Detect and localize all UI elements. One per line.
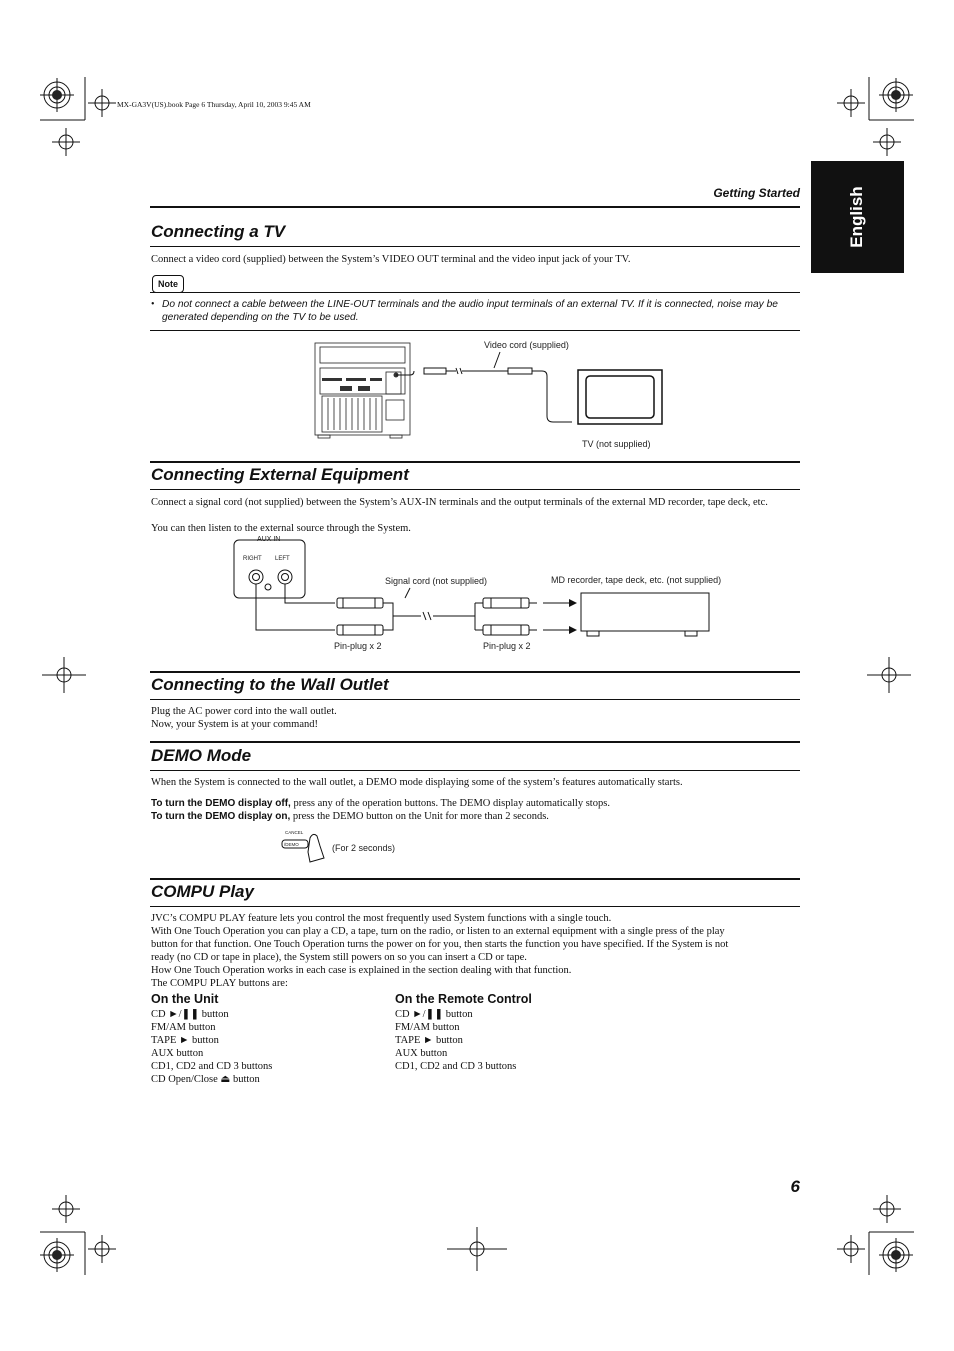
section-title-external: Connecting External Equipment — [151, 465, 409, 484]
running-header: Getting Started — [713, 186, 800, 200]
compu-line: button for that function. One Touch Operation turns the power on for you, then starts the function you have specified. If the System is not — [151, 939, 729, 950]
tv-set — [578, 370, 662, 424]
list-item: CD1, CD2 and CD 3 buttons — [151, 1061, 273, 1072]
aux-in-panel — [234, 540, 305, 598]
pin-plug-label-2: Pin-plug x 2 — [483, 641, 531, 651]
section-rule — [150, 206, 800, 208]
wall-line-1: Plug the AC power cord into the wall outlet. — [151, 706, 337, 717]
section-title-wall: Connecting to the Wall Outlet — [151, 675, 389, 694]
demo-off-text: press any of the operation buttons. The DEMO display automatically stops. — [290, 798, 610, 809]
demo-body: When the System is connected to the wall outlet, a DEMO mode displaying some of the system’s features automatically starts. — [151, 777, 683, 788]
note-rule — [150, 330, 800, 331]
list-item: AUX button — [151, 1048, 204, 1059]
page-number: 6 — [790, 1177, 800, 1196]
wall-line-2: Now, your System is at your command! — [151, 719, 319, 730]
tv-body: Connect a video cord (supplied) between the System’s VIDEO OUT terminal and the video input jack of your TV. — [151, 254, 631, 265]
tv-note: Do not connect a cable between the LINE-OUT terminals and the audio input terminals of an external TV. If it is connected, noise may be generated depending on the TV to be used. — [162, 299, 778, 323]
language-tab — [811, 161, 904, 273]
aux-left-label: LEFT — [275, 556, 290, 562]
md-recorder-label: MD recorder, tape deck, etc. (not supplied) — [551, 575, 722, 585]
demo-on-label: To turn the DEMO display on, — [151, 811, 291, 822]
compu-line: ready (no CD or tape in place), the System still powers on so you can insert a CD or tape. — [151, 952, 527, 963]
print-header: MX-GA3V(US).book Page 6 Thursday, April 10, 2003 9:45 AM — [117, 100, 311, 109]
list-item: FM/AM button — [395, 1022, 460, 1033]
external-connection-diagram — [225, 535, 725, 650]
demo-button-top-label: CANCEL — [285, 830, 304, 835]
video-cord — [396, 352, 572, 422]
unit-heading: On the Unit — [151, 992, 219, 1006]
section-title-compu: COMPU Play — [151, 882, 254, 901]
section-rule — [150, 906, 800, 907]
tv-label: TV (not supplied) — [582, 439, 651, 449]
section-rule — [150, 461, 800, 463]
signal-cord-label: Signal cord (not supplied) — [385, 576, 488, 586]
note-bullet: • — [151, 299, 155, 310]
external-body-2: You can then listen to the external source through the System. — [151, 523, 411, 534]
remote-heading: On the Remote Control — [395, 992, 532, 1006]
note-label: Note — [158, 279, 178, 289]
note-rule — [150, 292, 800, 293]
demo-button-bottom-label: /DEMO — [284, 842, 299, 847]
list-item: AUX button — [395, 1048, 448, 1059]
section-title-demo: DEMO Mode — [151, 746, 252, 765]
section-rule — [150, 770, 800, 771]
signal-cords — [256, 584, 569, 635]
note-badge — [152, 275, 184, 293]
unit-button-list — [151, 1008, 272, 1086]
compu-line: JVC’s COMPU PLAY feature lets you control the most frequently used System functions with a single touch. — [151, 913, 612, 924]
remote-button-list — [395, 1008, 516, 1073]
demo-seconds-label: (For 2 seconds) — [332, 843, 396, 853]
list-item: CD ►/❚❚ button — [151, 1009, 229, 1020]
pin-plug-label-1: Pin-plug x 2 — [334, 641, 382, 651]
section-rule — [150, 741, 800, 743]
demo-on-line — [151, 810, 549, 823]
list-item: TAPE ► button — [151, 1035, 219, 1046]
compu-line: With One Touch Operation you can play a CD, a tape, turn on the radio, or listen to an external equipment with a single press of the play — [151, 926, 725, 937]
external-body-1: Connect a signal cord (not supplied) between the System’s AUX-IN terminals and the output terminals of the external MD recorder, tape deck, etc. — [151, 497, 768, 508]
list-item: CD ►/❚❚ button — [395, 1009, 473, 1020]
demo-on-text: press the DEMO button on the Unit for more than 2 seconds. — [290, 811, 549, 822]
section-rule — [150, 246, 800, 247]
aux-right-label: RIGHT — [243, 556, 262, 562]
demo-off-line — [151, 797, 610, 810]
list-item: CD Open/Close ⏏ button — [151, 1074, 260, 1085]
list-item: TAPE ► button — [395, 1035, 463, 1046]
list-item: FM/AM button — [151, 1022, 216, 1033]
section-rule — [150, 489, 800, 490]
compu-line: How One Touch Operation works in each case is explained in the section dealing with that function. — [151, 965, 572, 976]
section-rule — [150, 878, 800, 880]
section-rule — [150, 671, 800, 673]
aux-in-label: AUX IN — [257, 536, 281, 543]
md-recorder — [581, 593, 709, 636]
list-item: CD1, CD2 and CD 3 buttons — [395, 1061, 517, 1072]
section-title-tv: Connecting a TV — [151, 222, 286, 241]
compu-line: The COMPU PLAY buttons are: — [151, 978, 288, 989]
section-rule — [150, 699, 800, 700]
demo-off-label: To turn the DEMO display off, — [151, 798, 291, 809]
language-tab-label: English — [847, 186, 866, 248]
compu-body — [151, 912, 803, 990]
video-cord-label: Video cord (supplied) — [484, 340, 569, 350]
